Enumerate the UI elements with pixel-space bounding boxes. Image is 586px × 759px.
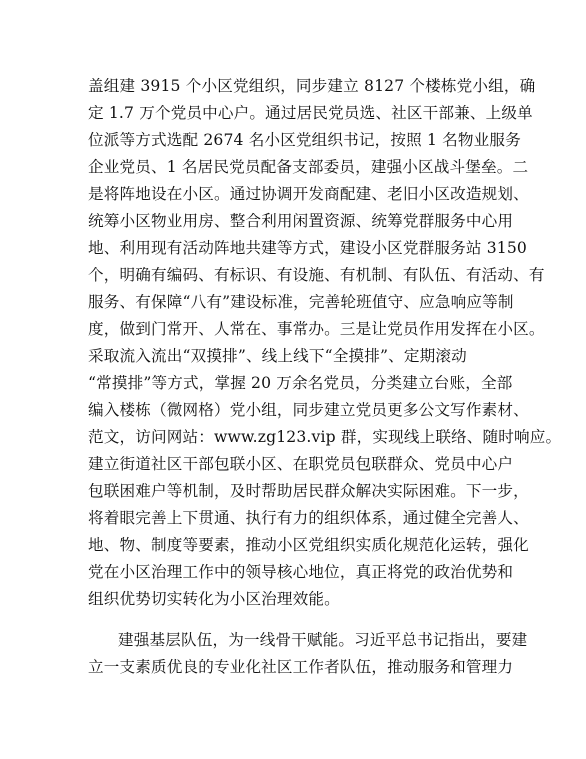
text-line: 是将阵地设在小区。通过协调开发商配建、老旧小区改造规划、	[88, 185, 529, 203]
text-line: 组织优势切实转化为小区治理效能。	[88, 590, 340, 608]
text-line: 企业党员、1 名居民党员配备支部委员，建强小区战斗堡垒。二	[88, 158, 529, 176]
text-line: 党在小区治理工作中的领导核心地位，真正将党的政治优势和	[88, 563, 514, 581]
text-line: 包联困难户等机制，及时帮助居民群众解决实际困难。下一步，	[88, 482, 529, 500]
text-line: 将着眼完善上下贯通、执行有力的组织体系，通过健全完善人、	[88, 509, 529, 527]
text-line: 地、利用现有活动阵地共建等方式，建设小区党群服务站 3150	[88, 239, 527, 257]
text-line: 范文，访问网站：www.zg123.vip 群，实现线上联络、随时响应。	[88, 428, 562, 446]
text-line: 盖组建 3915 个小区党组织，同步建立 8127 个楼栋党小组，确	[88, 77, 536, 95]
text-line: 地、物、制度等要素，推动小区党组织实质化规范化运转，强化	[88, 536, 529, 554]
text-line: 定 1.7 万个党员中心户。通过居民党员选、社区干部兼、上级单	[88, 104, 533, 122]
text-line: 建立街道社区干部包联小区、在职党员包联群众、党员中心户	[88, 455, 514, 473]
text-line: 个，明确有编码、有标识、有设施、有机制、有队伍、有活动、有	[88, 266, 545, 284]
text-line: 度，做到门常开、人常在、事常办。三是让党员作用发挥在小区。	[88, 320, 545, 338]
text-line: 立一支素质优良的专业化社区工作者队伍，推动服务和管理力	[88, 658, 514, 676]
text-line: 采取流入流出“双摸排”、线上线下“全摸排”、定期滚动	[88, 347, 467, 365]
text-line: “常摸排”等方式，掌握 20 万余名党员，分类建立台账，全部	[88, 374, 513, 392]
paragraph-first-line: 建强基层队伍，为一线骨干赋能。习近平总书记指出，要建	[118, 631, 528, 649]
text-line: 统筹小区物业用房、整合利用闲置资源、统筹党群服务中心用	[88, 212, 514, 230]
text-line: 服务、有保障“八有”建设标准，完善轮班值守、应急响应等制	[88, 293, 514, 311]
text-line: 位派等方式选配 2674 名小区党组织书记，按照 1 名物业服务	[88, 131, 521, 149]
text-line: 编入楼栋（微网格）党小组，同步建立党员更多公文写作素材、	[88, 401, 529, 419]
